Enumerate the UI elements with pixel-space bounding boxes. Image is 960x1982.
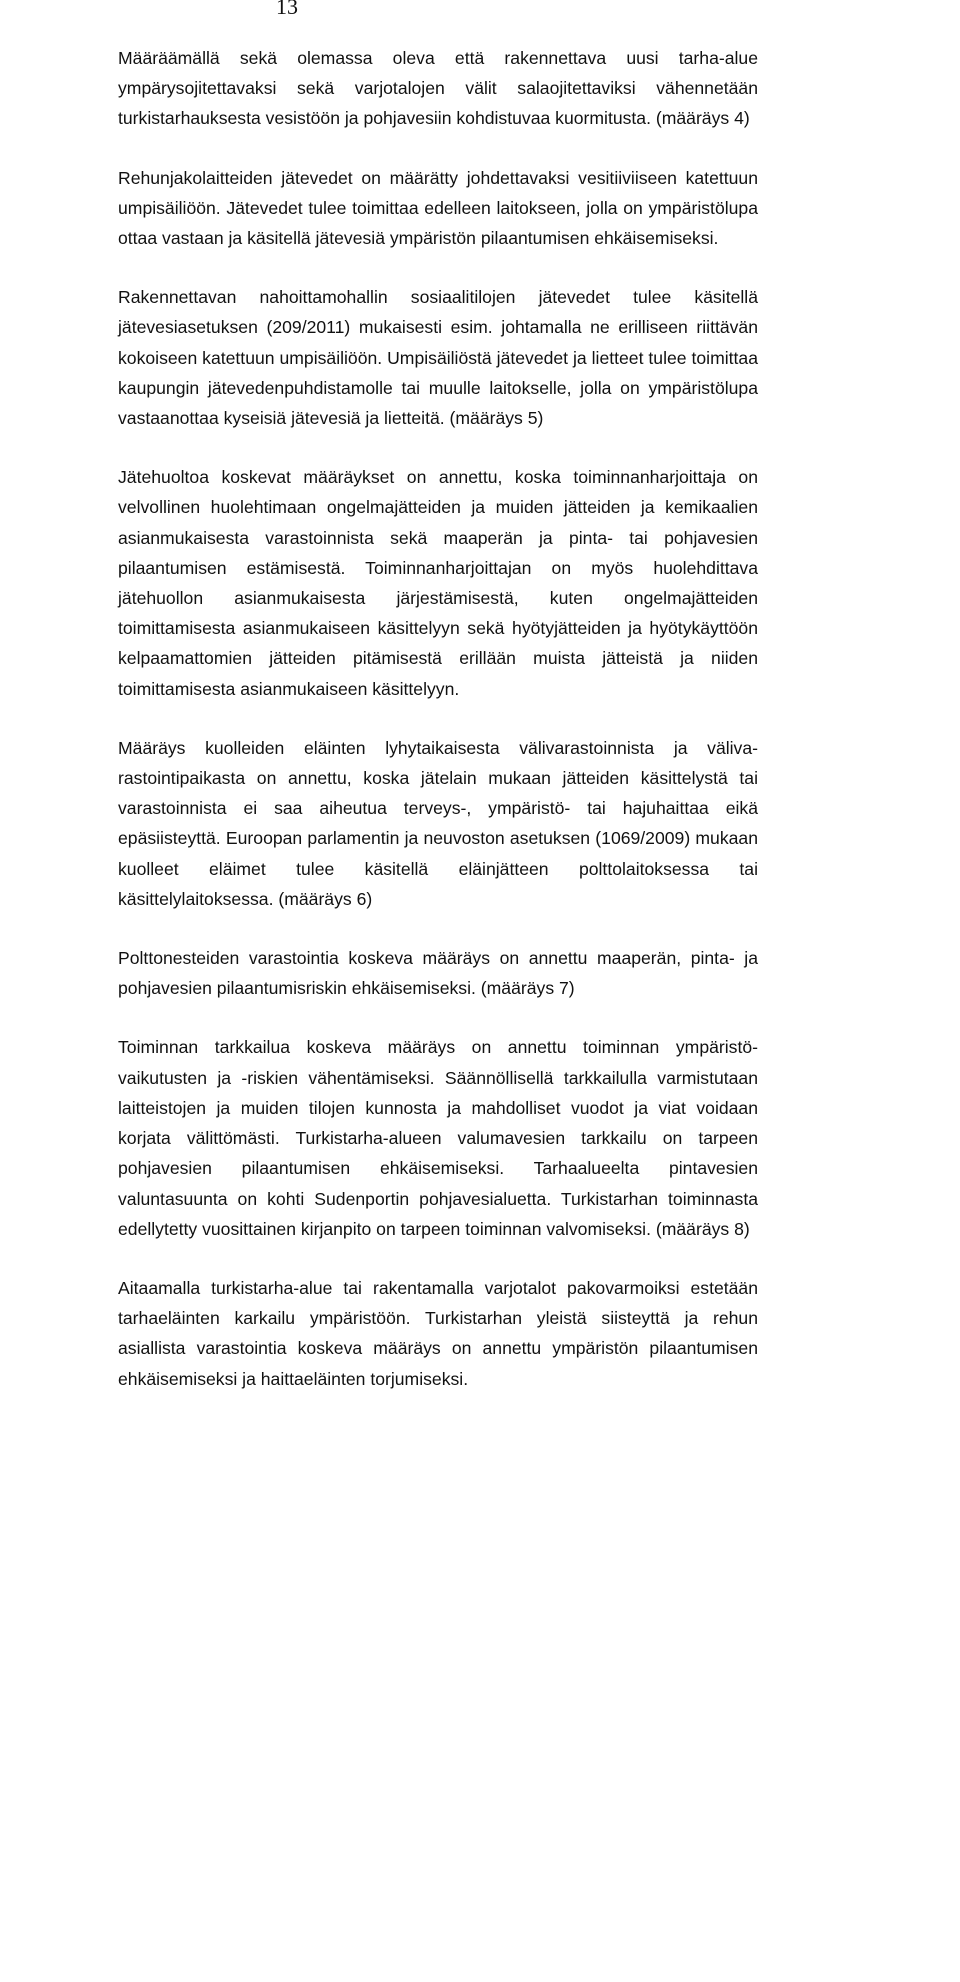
paragraph-jatehuolto: Jätehuoltoa koskevat määräykset on annettu, koska toiminnanharjoittaja on velvollinen huolehtimaan ongelmajätteiden ja muiden jätteiden ja kemikaalien asianmukaisesta varastoinnista sekä maaperän ja pinta- tai pohjavesien pilaantumisen estämisestä. Toiminnanharjoittajan on myös huolehdittava jätehuollon asianmukaisesta järjestämisestä, kuten ongelmajätteiden toimittamisesta asianmukaiseen käsittelyyn sekä hyötyjätteiden ja hyötykäyttöön kelpaamattomien jätteiden pitämisestä erillään muista jätteistä ja niiden toimittamisesta asianmukaiseen käsittelyyn. (118, 467, 758, 699)
body-text (118, 43, 758, 1423)
paragraph-maarays-5: Rakennettavan nahoittamohallin sosiaalitilojen jätevedet tulee käsitellä jätevesiasetuksen (209/2011) mukaisesti esim. johtamalla ne erilliseen riittävän kokoiseen katettuun umpisäiliöön. Umpisäiliöstä jätevedet ja lietteet tulee toimittaa kaupungin jätevedenpuhdistamolle tai muulle laitokselle, jolla on ympäristölupa vastaanottaa kyseisiä jätevesiä ja lietteitä. (määräys 5) (118, 287, 758, 429)
page-number: 13 (276, 0, 298, 19)
paragraph-maarays-6: Määräys kuolleiden eläinten lyhytaikaisesta välivarastoinnista ja välivarastointipaikasta on annettu, koska jätelain mukaan jätteiden käsittelystä tai varastoinnista ei saa aiheutua terveys-, ympäristö- tai hajuhaittaa eikä epäsiisteyttä. Euroopan parlamentin ja neuvoston asetuksen (1069/2009) mukaan kuolleet eläimet tulee käsitellä eläinjätteen polttolaitoksessa tai käsittelylaitoksessa. (määräys 6) (118, 737, 758, 909)
paragraph-maarays-7: Polttonesteiden varastointia koskeva määräys on annettu maaperän, pinta- ja pohjavesien pilaantumisriskin ehkäisemiseksi. (määräys 7) (118, 948, 758, 999)
paragraph-maarays-8: Toiminnan tarkkailua koskeva määräys on annettu toiminnan ympäristövaikutusten ja -riskien vähentämiseksi. Säännöllisellä tarkkailulla varmistutaan laitteistojen ja muiden tilojen kunnosta ja mahdolliset vuodot ja viat voidaan korjata välittömästi. Turkistarha-alueen valumavesien tarkkailu on tarpeen pohjavesien pilaantumisen ehkäisemiseksi. Tarhaalueelta pintavesien valuntasuunta on kohti Sudenportin pohjavesialuetta. Turkistarhan toiminnasta edellytetty vuosittainen kirjanpito on tarpeen toiminnan valvomiseksi. (määräys 8) (118, 1037, 758, 1239)
paragraph-aitaaminen: Aitaamalla turkistarha-alue tai rakentamalla varjotalot pakovarmoiksi estetään tarhaeläinten karkailu ympäristöön. Turkistarhan yleistä siisteyttä ja rehun asiallista varastointia koskeva määräys on annettu ympäristön pilaantumisen ehkäisemiseksi ja haittaeläinten torjumiseksi. (118, 1277, 758, 1389)
paragraph-maarays-4: Määräämällä sekä olemassa oleva että rakennettava uusi tarha-alue ympärysojitettavaksi sekä varjotalojen välit salaojitettaviksi vähennetään turkistarhauksesta vesistöön ja pohjavesiin kohdistuvaa kuormitusta. (määräys 4) (118, 48, 758, 129)
paragraph-rehunjakolaitteet: Rehunjakolaitteiden jätevedet on määrätty johdettavaksi vesitiiviiseen katettuun umpisäiliöön. Jätevedet tulee toimittaa edelleen laitokseen, jolla on ympäristölupa ottaa vastaan ja käsitellä jätevesiä ympäristön pilaantumisen ehkäisemiseksi. (118, 167, 758, 249)
